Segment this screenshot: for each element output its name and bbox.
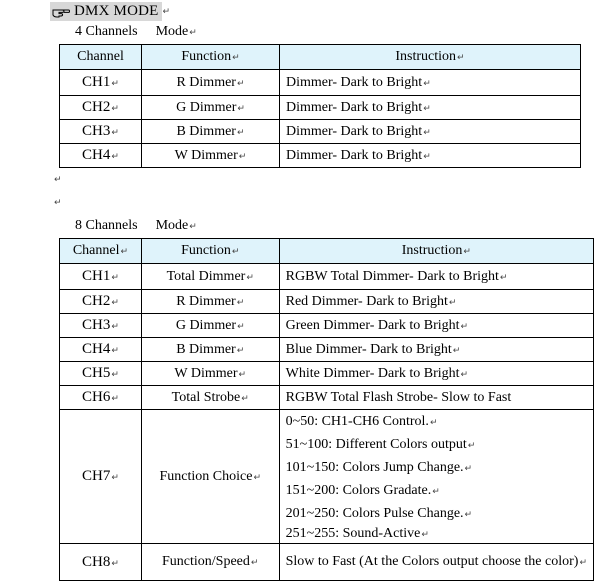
mode8-table [59,238,594,581]
cell-instruction: Green Dimmer- Dark to Bright↵ [279,314,593,338]
table-row [60,70,581,96]
table-row [60,96,581,120]
cell-channel: CH6↵ [60,386,142,410]
cell-channel: CH3↵ [60,120,142,144]
cell-function: W Dimmer↵ [142,144,280,168]
paragraph-mark-icon: ↵ [162,6,171,17]
mode4-label [75,24,197,40]
cell-channel: CH1↵ [60,70,142,96]
instruction-line: 201~250: Colors Pulse Change.↵ [285,506,473,521]
paragraph-mark-icon: ↵ [54,198,62,208]
cell-channel: CH2↵ [60,96,142,120]
cell-instruction: RGBW Total Dimmer- Dark to Bright↵ [279,264,593,290]
mode4-label-channels: 4 Channels [75,24,138,39]
cell-channel: CH4↵ [60,338,142,362]
cell-instruction [279,410,593,544]
cell-instruction: Dimmer- Dark to Bright↵ [280,70,581,96]
cell-mark-icon: ↵ [120,247,129,257]
cell-instruction: Dimmer- Dark to Bright↵ [280,144,581,168]
header-instruction: Instruction↵ [280,45,581,70]
cell-instruction: Dimmer- Dark to Bright↵ [280,96,581,120]
header-function: Function↵ [142,45,280,70]
cell-function: Total Dimmer↵ [141,264,279,290]
cell-mark-icon: ↵ [231,247,240,257]
table-header-row [60,239,594,264]
cell-mark-icon: ↵ [463,247,471,257]
table-row [60,338,594,362]
section-heading [50,2,170,21]
header-instruction: Instruction↵ [279,239,593,264]
instruction-line: 101~150: Colors Jump Change.↵ [285,460,473,475]
cell-instruction: Red Dimmer- Dark to Bright↵ [279,290,593,314]
cell-function: Function/Speed↵ [141,544,279,581]
cell-channel: CH1↵ [60,264,142,290]
cell-mark-icon: ↵ [232,53,240,63]
header-function: Function↵ [141,239,279,264]
header-channel: Channel [60,45,142,70]
instruction-line: 0~50: CH1-CH6 Control.↵ [285,414,438,429]
table-row [60,144,581,168]
cell-instruction: Blue Dimmer- Dark to Bright↵ [279,338,593,362]
cell-function: G Dimmer↵ [142,96,280,120]
cell-channel: CH8↵ [60,544,142,581]
cell-channel: CH7↵ [60,410,142,544]
cell-function: W Dimmer↵ [141,362,279,386]
cell-function: R Dimmer↵ [141,290,279,314]
instruction-line: 251~255: Sound-Active↵ [285,526,429,541]
cell-instruction: Slow to Fast (At the Colors output choose the color)↵ [279,544,593,581]
mode8-label [75,218,197,234]
cell-function: Function Choice↵ [141,410,279,544]
table-row [60,314,594,338]
pointing-hand-icon [52,5,70,19]
cell-mark-icon: ↵ [457,53,465,63]
table-row [60,120,581,144]
mode8-label-channels: 8 Channels [75,218,138,233]
cell-function: B Dimmer↵ [142,120,280,144]
paragraph-mark-icon: ↵ [54,175,62,185]
cell-channel: CH4↵ [60,144,142,168]
cell-instruction: RGBW Total Flash Strobe- Slow to Fast [279,386,593,410]
cell-instruction: White Dimmer- Dark to Bright↵ [279,362,593,386]
cell-instruction: Dimmer- Dark to Bright↵ [280,120,581,144]
table-row [60,362,594,386]
mode4-label-mode: Mode [155,24,189,39]
mode8-label-mode: Mode [155,218,189,233]
table-row [60,290,594,314]
cell-channel: CH5↵ [60,362,142,386]
cell-function: R Dimmer↵ [142,70,280,96]
cell-function: Total Strobe↵ [141,386,279,410]
paragraph-mark-icon: ↵ [189,28,197,38]
cell-function: G Dimmer↵ [141,314,279,338]
table-header-row [60,45,581,70]
table-row [60,544,594,581]
paragraph-mark-icon: ↵ [189,222,197,232]
cell-channel: CH3↵ [60,314,142,338]
mode4-table [59,44,581,168]
header-channel: Channel↵ [60,239,142,264]
table-row [60,386,594,410]
cell-function: B Dimmer↵ [141,338,279,362]
table-row [60,264,594,290]
section-heading-highlight [50,2,162,21]
table-row [60,410,594,544]
cell-channel: CH2↵ [60,290,142,314]
section-title: DMX MODE [74,3,159,19]
instruction-line: 151~200: Colors Gradate.↵ [285,483,440,498]
instruction-line: 51~100: Different Colors output↵ [285,437,476,452]
